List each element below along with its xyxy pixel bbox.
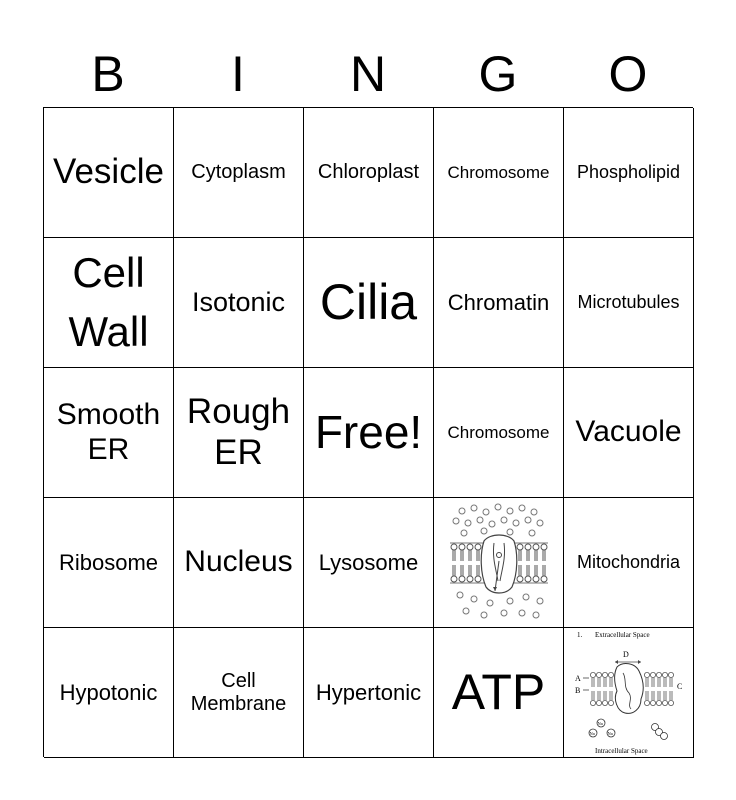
- bingo-cell-r5-c4[interactable]: [434, 628, 564, 758]
- bingo-cell-r1-c3[interactable]: [304, 108, 434, 238]
- membrane-transport-diagram: [440, 503, 558, 623]
- bingo-cell-r1-c5[interactable]: [564, 108, 694, 238]
- bingo-cell-label: Smooth ER: [56, 398, 161, 466]
- intracellular-space-label: Intracellular Space: [594, 746, 648, 755]
- bingo-cell-r3-c1[interactable]: [44, 368, 174, 498]
- bingo-cell-r3-c4[interactable]: [434, 368, 564, 498]
- bingo-cell-label: Mitochondria: [576, 552, 681, 573]
- bingo-cell-label: Phospholipid: [576, 162, 681, 183]
- bingo-cell-label: Free!: [314, 406, 423, 459]
- bingo-cell-label: Ribosome: [58, 549, 159, 575]
- bingo-cell-r1-c2[interactable]: [174, 108, 304, 238]
- bingo-cell-label: Cytoplasm: [191, 161, 286, 183]
- label-c: C: [676, 681, 682, 691]
- header-letter-n: N: [349, 46, 387, 102]
- bingo-cell-r4-c5[interactable]: [564, 498, 694, 628]
- bingo-cell-label: Isotonic: [191, 286, 286, 317]
- bingo-cell-r2-c1[interactable]: [44, 238, 174, 368]
- bingo-cell-label: Microtubules: [577, 292, 680, 313]
- bingo-cell-label: Rough ER: [186, 392, 291, 472]
- ion-label: Na: [597, 720, 603, 726]
- label-d: D: [622, 649, 629, 659]
- bingo-cell-label: Chromosome: [447, 162, 550, 182]
- bingo-cell-r4-c1[interactable]: [44, 498, 174, 628]
- bingo-cell-label: Chloroplast: [317, 161, 420, 183]
- bingo-cell-r2-c2[interactable]: [174, 238, 304, 368]
- bingo-cell-r5-c1[interactable]: [44, 628, 174, 758]
- header-letter-o: O: [608, 46, 648, 102]
- bingo-cell-r5-c2[interactable]: [174, 628, 304, 758]
- bingo-cell-label: Hypotonic: [59, 679, 158, 705]
- bingo-cell-label: Chromosome: [447, 422, 550, 442]
- bingo-cell-r2-c5[interactable]: [564, 238, 694, 368]
- bingo-cell-label: Hypertonic: [315, 679, 422, 705]
- ion-label: Na: [607, 730, 613, 736]
- bingo-cell-r1-c1[interactable]: [44, 108, 174, 238]
- extracellular-space-label: Extracellular Space: [594, 630, 650, 639]
- bingo-cell-label: Cell Wall: [68, 248, 149, 355]
- membrane-protein-diagram: [567, 629, 691, 757]
- label-a: A: [574, 673, 581, 683]
- bingo-cell-r5-c5[interactable]: [564, 628, 694, 758]
- bingo-cell-r3-c2[interactable]: [174, 368, 304, 498]
- diagram-number: 1.: [576, 630, 582, 639]
- header-letter-b: B: [91, 46, 125, 102]
- label-b: B: [574, 685, 580, 695]
- bingo-header: [43, 40, 693, 108]
- bingo-cell-label: Cilia: [319, 273, 418, 330]
- bingo-card: [43, 107, 693, 757]
- bingo-cell-label: Lysosome: [318, 549, 419, 575]
- bingo-cell-label: Vacuole: [575, 415, 682, 449]
- bingo-cell-r2-c3[interactable]: [304, 238, 434, 368]
- header-letter-g: G: [478, 46, 518, 102]
- ion-label: Na: [589, 730, 595, 736]
- bingo-cell-r1-c4[interactable]: [434, 108, 564, 238]
- bingo-cell-label: ATP: [451, 663, 546, 720]
- bingo-cell-r2-c4[interactable]: [434, 238, 564, 368]
- bingo-cell-label: Vesicle: [53, 152, 164, 192]
- bingo-cell-r5-c3[interactable]: [304, 628, 434, 758]
- bingo-cell-r4-c2[interactable]: [174, 498, 304, 628]
- bingo-cell-r3-c5[interactable]: [564, 368, 694, 498]
- bingo-cell-label: Nucleus: [184, 545, 293, 579]
- bingo-cell-r3-c3[interactable]: [304, 368, 434, 498]
- bingo-cell-r4-c3[interactable]: [304, 498, 434, 628]
- bingo-cell-r4-c4[interactable]: [434, 498, 564, 628]
- header-letter-i: I: [231, 46, 245, 102]
- bingo-cell-label: Cell Membrane: [190, 669, 287, 715]
- bingo-cell-label: Chromatin: [447, 289, 550, 315]
